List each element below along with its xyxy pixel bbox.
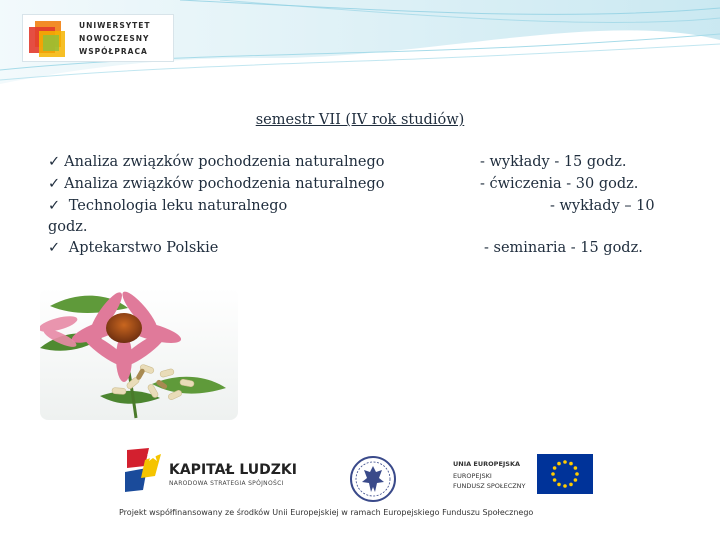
course-name: Aptekarstwo Polskie	[68, 240, 219, 256]
course-item-1	[48, 154, 385, 170]
course-item-4	[48, 240, 218, 256]
course-detail-3: - wykłady – 10	[550, 198, 655, 214]
check-mark-icon: ✓	[48, 240, 61, 256]
polish-eagle-emblem-icon	[348, 454, 398, 504]
check-mark-icon: ✓	[48, 176, 61, 192]
university-logo	[22, 14, 174, 62]
check-mark-icon: ✓	[48, 154, 61, 170]
eu-flag-icon	[537, 454, 593, 494]
slide-title: semestr VII (IV rok studiów)	[255, 112, 465, 128]
logo-line-2: NOWOCZESNY	[79, 34, 150, 43]
logo-line-1: UNIWERSYTET	[79, 21, 151, 30]
university-logo-mark-icon	[27, 19, 67, 59]
eu-text-line-1: UNIA EUROPEJSKA	[453, 460, 521, 468]
program-title: KAPITAŁ LUDZKI	[169, 462, 297, 478]
eu-text-line-2: EUROPEJSKI	[453, 472, 492, 480]
course-detail-3-wrap: godz.	[48, 219, 88, 235]
course-detail-4: - seminaria - 15 godz.	[484, 240, 643, 256]
course-detail-1: - wykłady - 15 godz.	[480, 154, 627, 170]
program-subtitle: NARODOWA STRATEGIA SPÓJNOŚCI	[169, 480, 284, 487]
course-name: Analiza związków pochodzenia naturalnego	[64, 176, 385, 192]
logo-line-3: WSPÓŁPRACA	[79, 47, 148, 56]
course-name: Analiza związków pochodzenia naturalnego	[64, 154, 385, 170]
course-name: Technologia leku naturalnego	[68, 198, 288, 214]
course-item-2	[48, 176, 385, 192]
course-item-3	[48, 198, 287, 214]
check-mark-icon: ✓	[48, 198, 61, 214]
kapital-ludzki-flag-icon	[123, 446, 167, 496]
banner-caption: Projekt współfinansowany ze środków Unii Europejskiej w ramach Europejskiego Funduszu Społecznego	[119, 508, 534, 517]
echinacea-photo	[40, 288, 238, 420]
eu-funding-banner	[113, 436, 605, 526]
course-detail-2: - ćwiczenia - 30 godz.	[480, 176, 639, 192]
eu-text-line-3: FUNDUSZ SPOŁECZNY	[453, 482, 526, 490]
